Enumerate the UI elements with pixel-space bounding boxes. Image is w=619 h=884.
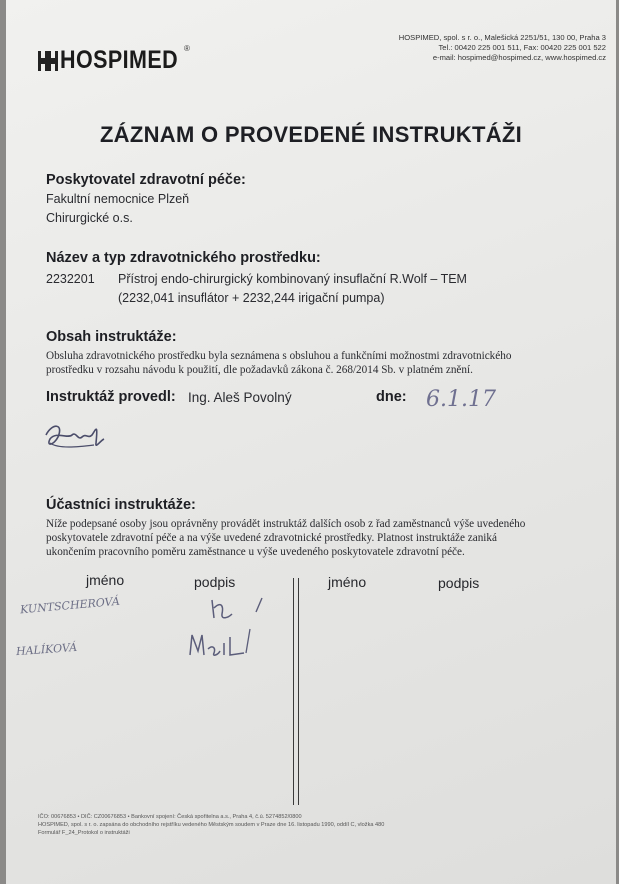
device-code: 2232201	[46, 272, 95, 286]
date-handwritten: 6.1.17	[426, 387, 496, 412]
provider-name: Fakultní nemocnice Plzeň	[46, 192, 190, 206]
column-signature-left: podpis	[194, 574, 236, 590]
participant-signature	[184, 625, 264, 663]
content-line-1: Obsluha zdravotnického prostředku byla seznámena s obsluhou a funkčními možnostmi zdravotnického	[46, 350, 512, 362]
content-line-2: prostředku v rozsahu návodu k použití, dle požadavků zákona č. 268/2014 Sb. v platném znění.	[46, 364, 473, 376]
provider-heading: Poskytovatel zdravotní péče:	[46, 172, 246, 188]
participants-line-2: poskytovatele zdravotní péče a na výše uvedené zdravotnické prostředky. Platnost instruktáže zaniká	[46, 532, 497, 544]
logo-cross-icon	[38, 51, 58, 71]
hospimed-logo	[38, 46, 197, 75]
participants-line-1: Níže podepsané osoby jsou oprávněny provádět instruktáž dalších osob z řad zaměstnanců výše uvedeného	[46, 518, 526, 530]
footer-line-1: IČO: 00676853 • DIČ: CZ00676853 • Bankovní spojení: Česká spořitelna a.s., Praha 4, č.ú. 5274852/0800	[38, 814, 302, 820]
document-footer	[38, 813, 538, 837]
footer-line-3: Formulář F_24_Protokol o instruktáži	[38, 830, 130, 836]
column-divider	[298, 578, 299, 805]
address-line-3: e-mail: hospimed@hospimed.cz, www.hospimed.cz	[432, 53, 606, 62]
participant-name: HALÍKOVÁ	[15, 640, 78, 659]
participant-name: KUNTSCHEROVÁ	[19, 594, 121, 617]
logo-registered-mark: ®	[184, 44, 190, 53]
company-address	[399, 33, 606, 63]
column-divider	[293, 578, 294, 805]
instructor-name: Ing. Aleš Povolný	[188, 390, 292, 405]
participants-heading: Účastníci instruktáže:	[46, 497, 196, 513]
date-label: dne:	[376, 389, 407, 405]
document-title: ZÁZNAM O PROVEDENÉ INSTRUKTÁŽI	[99, 122, 523, 147]
participant-signature	[202, 592, 282, 624]
content-heading: Obsah instruktáže:	[46, 329, 177, 345]
address-line-2: Tel.: 00420 225 001 511, Fax: 00420 225 001 522	[438, 43, 606, 52]
column-name-left: jméno	[86, 572, 125, 588]
device-name: Přístroj endo-chirurgický kombinovaný insuflační R.Wolf – TEM	[118, 272, 467, 286]
provider-department: Chirurgické o.s.	[46, 211, 133, 225]
instructor-signature	[38, 413, 118, 458]
device-heading: Název a typ zdravotnického prostředku:	[46, 250, 321, 266]
address-line-1: HOSPIMED, spol. s r. o., Malešická 2251/51, 130 00, Praha 3	[398, 33, 606, 42]
footer-line-2: HOSPIMED, spol. s r. o. zapsána do obchodního rejstříku vedeného Městským soudem v Praze dne 16. listopadu 1990, oddíl C, vložka 480	[38, 822, 385, 828]
column-name-right: jméno	[328, 574, 367, 590]
instruction-label: Instruktáž provedl:	[46, 389, 176, 405]
logo-text: HOSPIMED	[60, 46, 179, 74]
column-signature-right: podpis	[438, 575, 480, 591]
participants-line-3: ukončením pracovního poměru zaměstnance u výše uvedeného poskytovatele zdravotní péče.	[46, 546, 465, 558]
device-detail: (2232,041 insuflátor + 2232,244 irigační pumpa)	[118, 291, 385, 305]
document-page	[6, 0, 616, 884]
